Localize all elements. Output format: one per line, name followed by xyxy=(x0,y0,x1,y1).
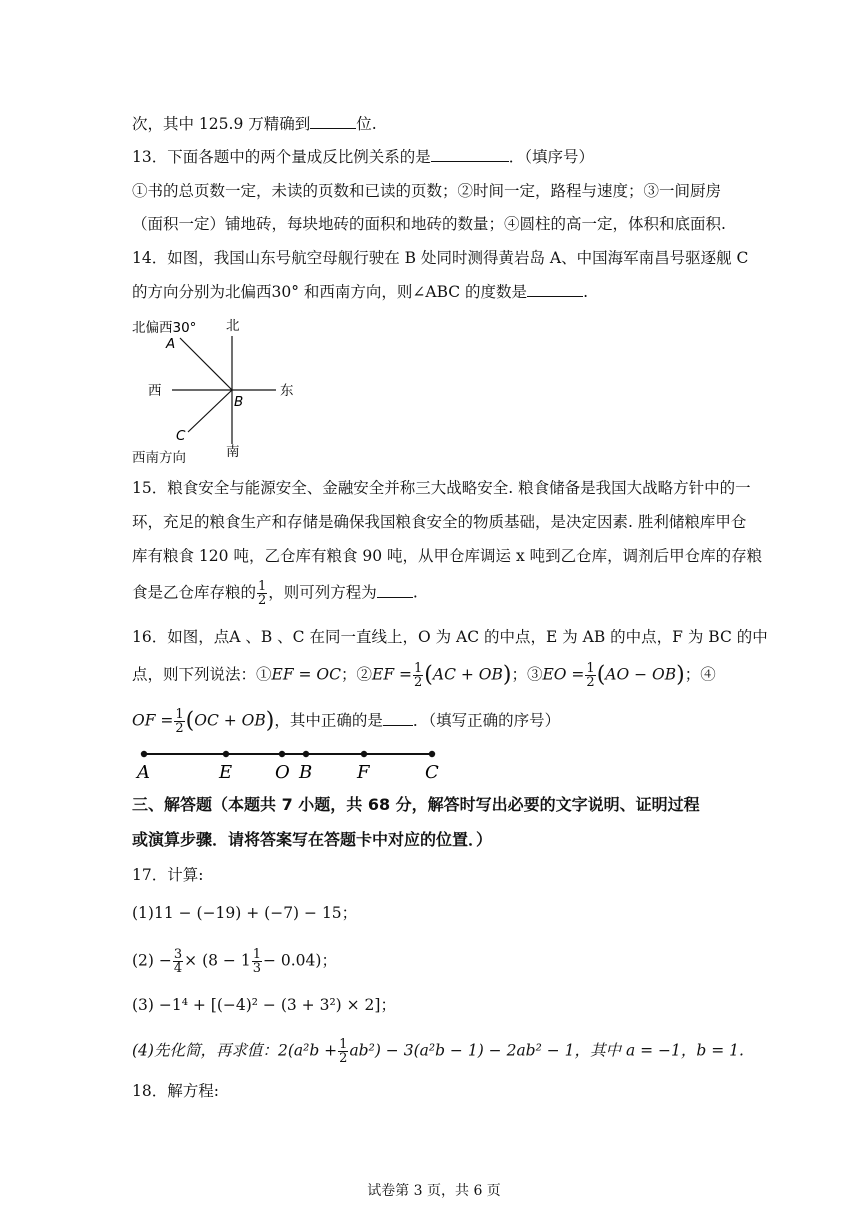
segment-point-label-o: O xyxy=(275,762,290,783)
q17-part4 xyxy=(132,1038,744,1065)
frac-num: 1 xyxy=(586,661,595,676)
point-b-label: B xyxy=(234,394,244,410)
answer-blank[interactable] xyxy=(310,114,356,129)
statement-1: EF = OC xyxy=(271,665,341,684)
q16-sep: ；④ xyxy=(684,665,716,684)
q12-text: 次，其中 125.9 万精确到 xyxy=(132,115,311,133)
segment-point-a xyxy=(141,751,147,757)
q12-text-end: 位. xyxy=(356,115,377,133)
compass-diagram xyxy=(128,312,308,464)
q16-line1: 16．如图，点A 、B 、C 在同一直线上，O 为 AC 的中点，E 为 AB 的中点，F 为 BC 的中 xyxy=(132,628,768,646)
q12-tail xyxy=(132,113,377,135)
segment-point-label-b: B xyxy=(299,762,313,783)
q16-text: ，其中正确的是 xyxy=(274,711,383,730)
q15-line2: 环，充足的粮食生产和存储是确保我国粮食安全的物质基础，是决定因素. 胜利储粮库甲仓 xyxy=(132,513,747,531)
fraction-half xyxy=(585,662,595,689)
q17-p2-text-b: × (8 − 1 xyxy=(184,951,251,970)
fraction xyxy=(173,948,183,975)
q17-p2-text-c: − 0.04)； xyxy=(262,951,337,970)
segment-point-label-c: C xyxy=(425,762,439,783)
nw-direction-label: 北偏西30° xyxy=(132,320,197,336)
point-c-label: C xyxy=(176,428,186,444)
page-footer: 试卷第 3 页，共 6 页 xyxy=(367,1183,501,1199)
segment-point-b xyxy=(303,751,309,757)
statement-2-right: AC + OB xyxy=(432,665,503,684)
q15-text-end: . xyxy=(412,583,418,602)
statement-3-left: EO = xyxy=(542,665,585,684)
frac-den: 2 xyxy=(414,675,423,690)
q15-line4 xyxy=(132,580,418,607)
ray-ba xyxy=(180,338,232,390)
q15-line3: 库有粮食 120 吨，乙仓库有粮食 90 吨，从甲仓库调运 x 吨到乙仓库，调剂后甲仓库的存粮 xyxy=(132,547,763,565)
q16-text: 点，则下列说法：① xyxy=(132,665,272,684)
fraction-half xyxy=(257,580,267,607)
q17-p4-text: (4)先化简，再求值：2(a²b + xyxy=(132,1041,338,1060)
answer-blank[interactable] xyxy=(431,147,509,162)
q13-options-line1: ①书的总页数一定，未读的页数和已读的页数；②时间一定，路程与速度；③一间厨房 xyxy=(132,182,722,200)
q17-part3: (3) −1⁴ + [(−4)² − (3 + 3²) × 2]； xyxy=(132,996,396,1014)
statement-2-left: EF = xyxy=(372,665,412,684)
fraction-half xyxy=(413,662,423,689)
point-a-label: A xyxy=(166,336,176,352)
statement-4-left: OF = xyxy=(132,711,174,730)
section-3-heading: 三、解答题（本题共 7 小题，共 68 分，解答时写出必要的文字说明、证明过程 xyxy=(132,795,700,814)
frac-num: 1 xyxy=(339,1037,348,1052)
q13-options-line2: （面积一定）铺地砖，每块地砖的面积和地砖的数量；④圆柱的高一定，体积和底面积. xyxy=(132,215,726,233)
q16-line2: 点，则下列说法：①EF = OC；②EF = $\frac{1}{2}$ (AC + OB)；③EO = $\frac{1}{2}$ (AO − OB)；④ xyxy=(132,661,716,690)
west-label: 西 xyxy=(148,383,162,399)
segment-point-label-a: A xyxy=(137,762,150,783)
answer-blank[interactable] xyxy=(527,282,583,297)
frac-num: 1 xyxy=(175,707,184,722)
frac-num: 1 xyxy=(258,579,267,594)
frac-den: 2 xyxy=(175,721,184,736)
q14-text: 的方向分别为北偏西30° 和西南方向，则∠ABC 的度数是 xyxy=(132,283,528,301)
segment-point-e xyxy=(223,751,229,757)
frac-num: 3 xyxy=(173,947,183,962)
south-label: 南 xyxy=(226,444,240,460)
north-label: 北 xyxy=(226,318,240,334)
frac-num: 1 xyxy=(414,661,423,676)
q13-prompt xyxy=(132,146,594,168)
q16-text-end: ．（填写正确的序号） xyxy=(412,711,561,730)
east-label: 东 xyxy=(280,383,294,399)
q18-title: 18．解方程: xyxy=(132,1082,219,1100)
segment-point-label-e: E xyxy=(219,762,233,783)
segment-point-c xyxy=(429,751,435,757)
q17-p4-text-b: ab²) − 3(a²b − 1) − 2ab² − 1，其中 a = −1，b = 1. xyxy=(349,1041,744,1060)
fraction xyxy=(252,948,262,975)
q17-p2-text: (2) − xyxy=(132,951,172,970)
q15-text: 食是乙仓库存粮的 xyxy=(132,583,257,602)
q13-suffix: ．（填序号） xyxy=(508,148,594,166)
q14-text-end: . xyxy=(583,283,588,301)
ray-bc xyxy=(188,390,232,432)
q13-text: 13．下面各题中的两个量成反比例关系的是 xyxy=(132,148,431,166)
answer-blank[interactable] xyxy=(377,583,413,598)
q16-sep: ；② xyxy=(341,665,373,684)
q17-part1: (1)11 − (−19) + (−7) − 15； xyxy=(132,904,358,922)
q16-sep: ；③ xyxy=(511,665,543,684)
frac-den: 4 xyxy=(173,961,183,976)
segment-point-label-f: F xyxy=(357,762,370,783)
segment-diagram xyxy=(128,742,448,784)
statement-3-right: AO − OB xyxy=(605,665,677,684)
frac-den: 2 xyxy=(258,593,267,608)
q15-text-b: ，则可列方程为 xyxy=(268,583,377,602)
segment-point-o xyxy=(279,751,285,757)
section-3-heading-line2: 或演算步骤．请将答案写在答题卡中对应的位置．） xyxy=(132,830,493,849)
statement-4-right: OC + OB xyxy=(194,711,266,730)
frac-den: 2 xyxy=(339,1051,348,1066)
q17-title: 17．计算: xyxy=(132,866,204,884)
q16-line3: OF = $\frac{1}{2}$ (OC + OB)，其中正确的是 ．（填写正确的序号） xyxy=(132,707,561,736)
frac-den: 3 xyxy=(252,961,261,976)
fraction xyxy=(338,1038,348,1065)
q14-line2 xyxy=(132,281,588,303)
segment-point-f xyxy=(361,751,367,757)
frac-den: 2 xyxy=(586,675,595,690)
q14-line1: 14．如图，我国山东号航空母舰行驶在 B 处同时测得黄岩岛 A、中国海军南昌号驱逐舰 C xyxy=(132,249,749,267)
q17-part2 xyxy=(132,948,337,975)
q15-line1: 15．粮食安全与能源安全、金融安全并称三大战略安全. 粮食储备是我国大战略方针中的一 xyxy=(132,479,751,497)
sw-direction-label: 西南方向 xyxy=(132,450,186,466)
frac-num: 1 xyxy=(252,947,261,962)
answer-blank[interactable] xyxy=(383,711,413,726)
fraction-half xyxy=(174,708,184,735)
